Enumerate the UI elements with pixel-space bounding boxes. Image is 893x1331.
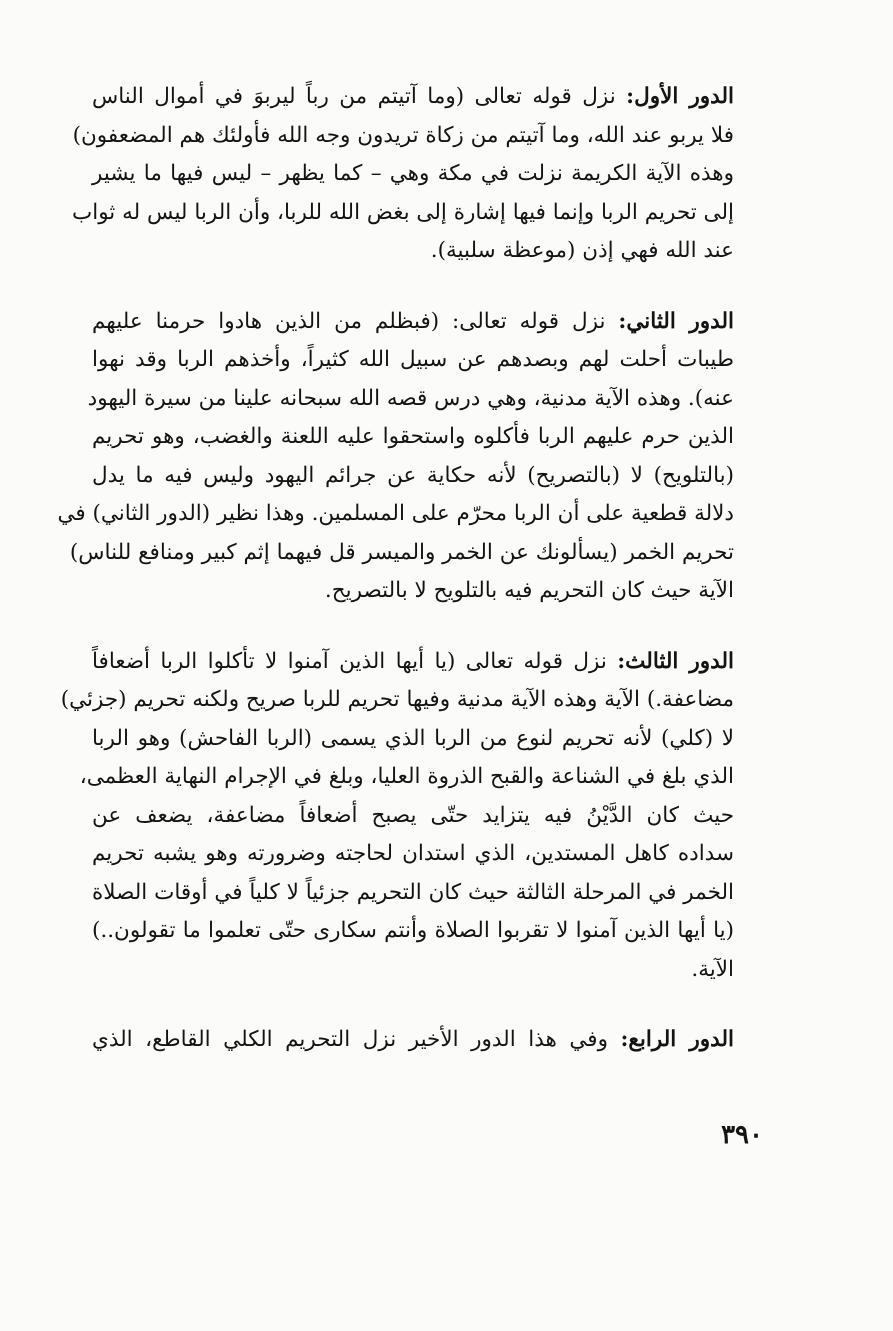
text-line: عنه). وهذه الآية مدنية، وهي درس قصه الله سبحانه علينا من سيرة اليهود	[87, 385, 734, 411]
text-line: الآية.	[691, 956, 734, 982]
text-line: حيث كان الدَّيْنُ فيه يتزايد حتّى يصبح أضعافاً مضاعفة، يضعف عن	[92, 802, 734, 828]
paragraph-heading: الدور الثالث:	[617, 648, 734, 674]
text-line	[92, 643, 734, 682]
text-line: تحريم الخمر (يسألونك عن الخمر والميسر قل فيهما إثم كبير ومنافع للناس)	[69, 539, 734, 565]
text-line: لا (كلي) لأنه تحريم لنوع من الربا الذي يسمى (الربا الفاحش) وهو الربا	[92, 725, 734, 751]
text-line	[92, 78, 734, 117]
text-line: (بالتلويح) لا (بالتصريح) لأنه حكاية عن جرائم اليهود وليس فيه ما يدل	[92, 462, 734, 488]
paragraph-heading: الدور الثاني:	[618, 308, 734, 334]
paragraph-fourth-stage	[92, 1021, 734, 1060]
text-line: وهذه الآية الكريمة نزلت في مكة وهي – كما يظهر – ليس فيها ما يشير	[92, 161, 734, 186]
page-body	[57, 78, 734, 1060]
paragraph-third-stage	[60, 643, 734, 990]
text-line: طيبات أحلت لهم وبصدهم عن سبيل الله كثيراً، وأخذهم الربا وقد نهوا	[92, 347, 734, 372]
text-line: مضاعفة.) الآية وهذه الآية مدنية وفيها تحريم للربا صريح ولكنه تحريم (جزئي)	[60, 687, 734, 712]
text-line: (يا أيها الذين آمنوا لا تقربوا الصلاة وأنتم سكارى حتّى تعلموا ما تقولون..)	[92, 918, 734, 943]
text-line: فلا يربو عند الله، وما آتيتم من زكاة تريدون وجه الله فأولئك هم المضعفون)	[72, 122, 734, 148]
text-line: الذين حرم عليهم الربا فأكلوه واستحقوا عليه اللعنة والغضب، وهو تحريم	[92, 424, 734, 449]
text-line	[92, 1021, 734, 1060]
line-text: نزل قوله تعالى (يا أيها الذين آمنوا لا تأكلوا الربا أضعافاً	[92, 648, 607, 674]
line-text: وفي هذا الدور الأخير نزل التحريم الكلي القاطع، الذي	[92, 1027, 608, 1052]
text-line: الذي بلغ في الشناعة والقبح الذروة العليا، وبلغ في الإجرام النهاية العظمى،	[79, 764, 734, 789]
text-line: إلى تحريم الربا وإنما فيها إشارة إلى بغض الله للربا، وأن الربا ليس له ثواب	[71, 199, 734, 225]
line-text: نزل قوله تعالى (وما آتيتم من رباً ليربوَ في أموال الناس	[92, 84, 616, 109]
page-number: ٣٩٠	[721, 1120, 763, 1150]
text-line: عند الله فهي إذن (موعظة سلبية).	[430, 238, 734, 263]
text-line	[92, 303, 734, 342]
paragraph-heading: الدور الرابع:	[620, 1027, 734, 1052]
text-line: الخمر في المرحلة الثالثة حيث كان التحريم جزئياً لا كلياً في أوقات الصلاة	[91, 879, 734, 905]
paragraph-first-stage	[71, 78, 734, 271]
text-line: سداده كاهل المستدين، الذي استدان لحاجته وضرورته وهو يشبه تحريم	[92, 841, 734, 866]
text-line: دلالة قطعية على أن الربا محرّم على المسلمين. وهذا نظير (الدور الثاني) في	[57, 501, 734, 526]
line-text: نزل قوله تعالى: (فبظلم من الذين هادوا حرمنا عليهم	[92, 308, 606, 334]
paragraph-second-stage	[57, 303, 734, 611]
text-line: الآية حيث كان التحريم فيه بالتلويح لا بالتصريح.	[324, 578, 734, 603]
paragraph-heading: الدور الأول:	[626, 84, 734, 109]
